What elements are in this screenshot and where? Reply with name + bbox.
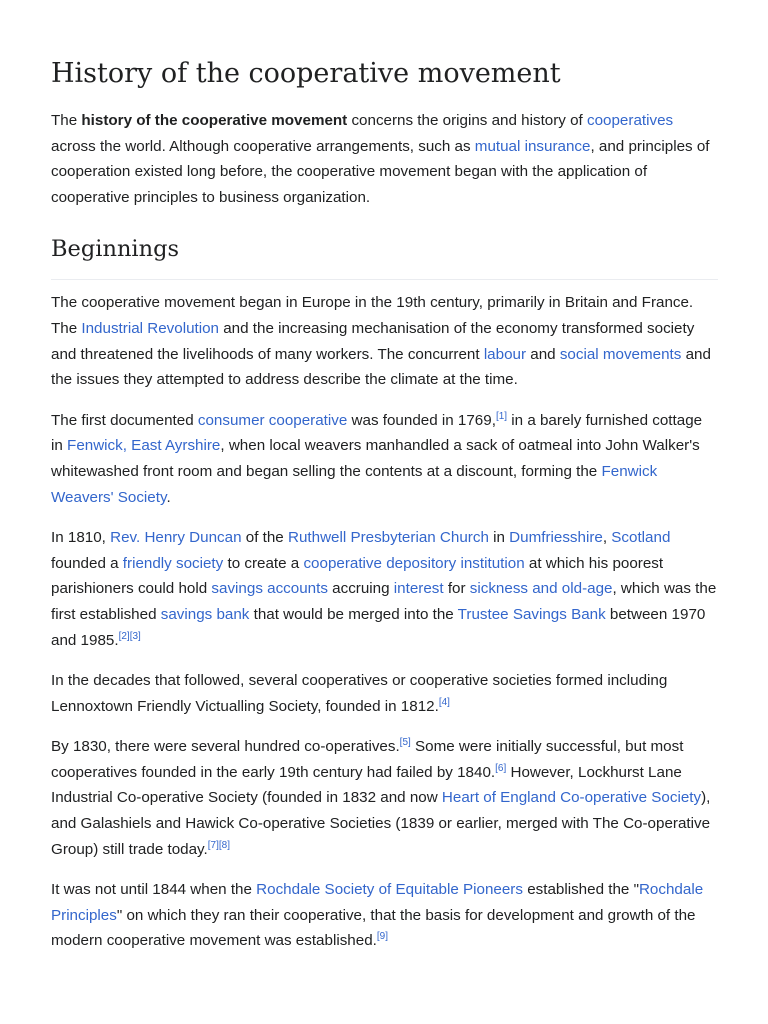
reference-8[interactable]: [8] [218, 839, 230, 851]
section-heading-beginnings: Beginnings [51, 235, 718, 280]
link-rochdale-principles[interactable]: Rochdale Principles [51, 881, 704, 924]
paragraph-3: In 1810, Rev. Henry Duncan of the Ruthwell Presbyterian Church in Dumfriesshire, Scotland founded a friendly society to create a cooperative depository institution at which his poorest parishioners could hold savings accounts accruing interest for sickness and old-age, which was the first established savings bank that would be merged into the Trustee Savings Bank between 1970 and 1985.[2][3] [51, 529, 717, 649]
reference-3[interactable]: [3] [129, 630, 141, 642]
link-industrial-revolution[interactable]: Industrial Revolution [81, 319, 219, 337]
link-ruthwell-church[interactable]: Ruthwell Presbyterian Church [287, 529, 489, 547]
link-savings-accounts[interactable]: savings accounts [211, 580, 328, 598]
link-rochdale-society[interactable]: Rochdale Society of Equitable Pioneers [256, 881, 523, 899]
page-title: History of the cooperative movement [51, 58, 561, 89]
paragraph-5: By 1830, there were several hundred co-operatives.[5] Some were initially successful, but most cooperatives founded in the early 19th century had failed by 1840.[6] However, Lockhurst Lane Industrial Co-operative Society (founded in 1832 and now Heart of England Co-operative Society), and Galashiels and Hawick Co-operative Societies (1839 or earlier, merged with The Co-operative Group) still trade today.[7][8] [51, 737, 711, 858]
paragraph-2: The first documented consumer cooperative was founded in 1769,[1] in a barely furnished cottage in Fenwick, East Ayrshire, when local weavers manhandled a sack of oatmeal into John Walker's whitewashed front room and began selling the contents at a discount, forming the Fenwick Weavers' Society. [51, 410, 703, 506]
reference-9[interactable]: [9] [376, 931, 388, 943]
paragraph-1: The cooperative movement began in Europe in the 19th century, primarily in Britain and France. The Industrial Revolution and the increasing mechanisation of the economy transformed society and threatened the livelihoods of many workers. The concurrent labour and social movements and the issues they attempted to address describe the climate at the time. [51, 294, 711, 389]
reference-2[interactable]: [2] [118, 630, 130, 642]
reference-1[interactable]: [1] [495, 410, 508, 422]
link-social-movements[interactable]: social movements [559, 345, 682, 363]
link-cooperative-depository[interactable]: cooperative depository institution [303, 554, 525, 572]
link-consumer-cooperative[interactable]: consumer cooperative [197, 411, 348, 429]
link-sickness-old-age[interactable]: sickness and old-age [469, 580, 613, 598]
link-savings-bank[interactable]: savings bank [160, 605, 250, 623]
link-labour[interactable]: labour [483, 345, 527, 363]
link-mutual-insurance[interactable]: mutual insurance [474, 137, 591, 155]
paragraph-4: In the decades that followed, several cooperatives or cooperative societies formed including Lennoxtown Friendly Victualling Society, founded in 1812.[4] [51, 672, 668, 715]
link-friendly-society[interactable]: friendly society [122, 554, 224, 572]
reference-4[interactable]: [4] [438, 696, 450, 708]
bold-subject: history of the cooperative movement [81, 112, 348, 129]
link-interest[interactable]: interest [393, 580, 444, 598]
paragraph-6: It was not until 1844 when the Rochdale Society of Equitable Pioneers established the "Rochdale Principles" on which they ran their cooperative, that the basis for development and growth of the modern cooperative movement was established.[9] [51, 881, 704, 950]
link-dumfriesshire[interactable]: Dumfriesshire [509, 529, 603, 547]
intro-paragraph: The history of the cooperative movement concerns the origins and history of cooperatives across the world. Although cooperative arrangements, such as mutual insurance, and principles of cooperation existed long before, the cooperative movement began with the application of cooperative principles to business organization. [51, 112, 710, 206]
link-cooperatives[interactable]: cooperatives [587, 112, 674, 129]
reference-6[interactable]: [6] [495, 762, 507, 774]
reference-5[interactable]: [5] [399, 737, 411, 749]
link-henry-duncan[interactable]: Rev. Henry Duncan [110, 529, 242, 547]
link-heart-of-england[interactable]: Heart of England Co-operative Society [441, 789, 702, 807]
reference-7[interactable]: [7] [207, 839, 219, 851]
link-fenwick-east-ayrshire[interactable]: Fenwick, East Ayrshire [67, 437, 221, 455]
link-trustee-savings-bank[interactable]: Trustee Savings Bank [457, 605, 606, 623]
link-fenwick-weavers-society[interactable]: Fenwick Weavers' Society [51, 462, 658, 506]
link-scotland[interactable]: Scotland [611, 529, 671, 547]
